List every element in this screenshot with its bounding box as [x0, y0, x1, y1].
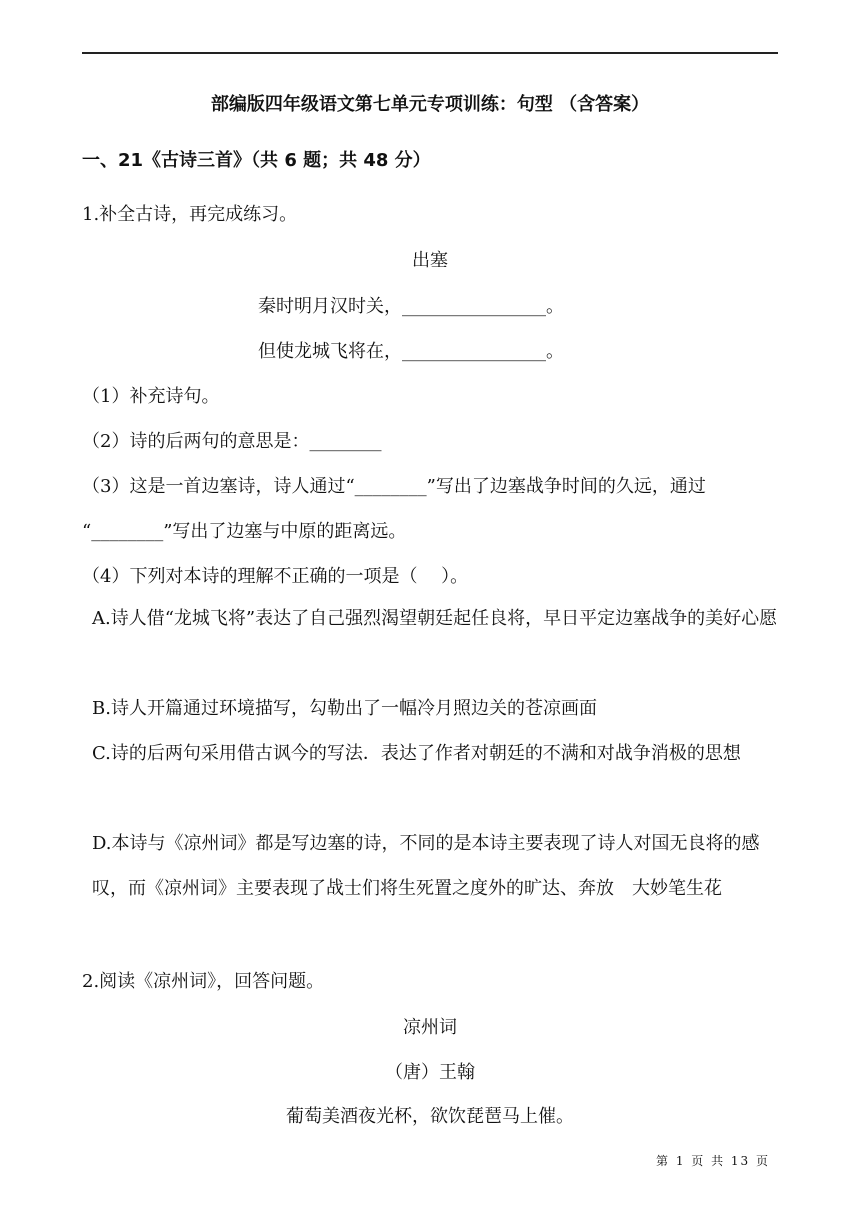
poem-2-author: （唐）王翰 — [385, 1062, 475, 1083]
poem-line-1: 秦时明月汉时关，________________。 — [258, 296, 564, 317]
poem-2-line-1: 葡萄美酒夜光杯，欲饮琵琶马上催。 — [286, 1106, 574, 1127]
section-heading: 一、21《古诗三首》（共 6 题；共 48 分） — [82, 150, 431, 171]
sub-question-2: （2）诗的后两句的意思是：________ — [82, 431, 382, 452]
sub-question-3a: （3）这是一首边塞诗，诗人通过“________”写出了边塞战争时间的久远，通过 — [82, 476, 706, 497]
sub-question-4: （4）下列对本诗的理解不正确的一项是（ ）。 — [82, 566, 469, 587]
poem-title: 出塞 — [412, 250, 448, 271]
document-title: 部编版四年级语文第七单元专项训练：句型 （含答案） — [210, 94, 650, 115]
poem-line-2: 但使龙城飞将在，________________。 — [258, 341, 564, 362]
sub-question-3b: “________”写出了边塞与中原的距离远。 — [82, 521, 407, 542]
poem-2-title: 凉州词 — [403, 1017, 457, 1038]
option-b: B.诗人开篇通过环境描写，勾勒出了一幅冷月照边关的苍凉画面 — [92, 698, 597, 719]
option-d: D.本诗与《凉州词》都是写边塞的诗，不同的是本诗主要表现了诗人对国无良将的感叹，而《凉州词》主要表现了战士们将生死置之度外的旷达、奔放 大妙笔生花 — [92, 833, 760, 899]
option-c: C.诗的后两句采用借古讽今的写法．表达了作者对朝廷的不满和对战争消极的思想 — [92, 743, 741, 764]
question-2-stem: 2.阅读《凉州词》，回答问题。 — [82, 971, 325, 992]
question-1-stem: 1.补全古诗，再完成练习。 — [82, 204, 298, 225]
option-a: A.诗人借“龙城飞将”表达了自己强烈渴望朝廷起任良将，早日平定边塞战争的美好心愿 — [92, 608, 778, 629]
header-rule — [82, 52, 778, 54]
sub-question-1: （1）补充诗句。 — [82, 386, 220, 407]
page-footer: 第 1 页 共 13 页 — [656, 1154, 770, 1168]
